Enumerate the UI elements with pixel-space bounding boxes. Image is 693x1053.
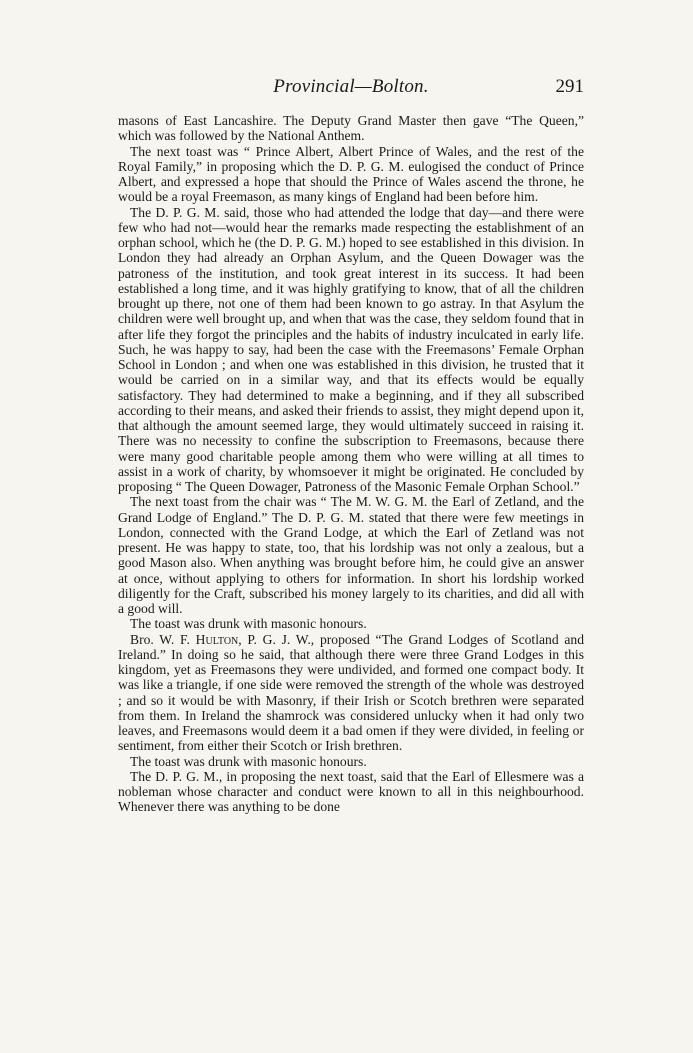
paragraph-6-text: , P. G. J. W., proposed “The Grand Lodges of Scotland and Ireland.” In doing so he said, that although there were three Grand Lodges in this kingdom, yet as Freemasons they were undivided, and formed one compact body. It was like a triangle, if one side were removed the strength of the whole was destroyed ; and so it would be with Masonry, if their Irish or Scotch brethren were separated from them. In Ireland the shamrock was considered unlucky when it had only two leaves, and Freemasons would deem it a bad omen if they were divided, in feeling or sentiment, from either their Scotch or Irish brethren. bbox=[118, 631, 584, 754]
body-text bbox=[118, 113, 584, 815]
paragraph-8: The D. P. G. M., in proposing the next toast, said that the Earl of Ellesmere was a nobleman whose character and conduct were known to all in this neighbourhood. Whenever there was anything to be done bbox=[118, 768, 584, 815]
paragraph-1: masons of East Lancashire. The Deputy Grand Master then gave “The Queen,” which was followed by the National Anthem. bbox=[118, 113, 584, 144]
paragraph-5: The toast was drunk with masonic honours. bbox=[130, 616, 367, 632]
page-header bbox=[118, 76, 584, 106]
paragraph-6-prefix: Bro. W. F. bbox=[130, 631, 196, 647]
speaker-name: Hulton bbox=[195, 631, 239, 647]
paragraph-2: The next toast was “ Prince Albert, Albert Prince of Wales, and the rest of the Royal Family,” in proposing which the D. P. G. M. eulogised the conduct of Prince Albert, and expressed a hope that should the Prince of Wales ascend the throne, he would be a royal Freemason, as many kings of England had been before him. bbox=[118, 143, 584, 205]
paragraph-7: The toast was drunk with masonic honours. bbox=[130, 753, 367, 769]
paragraph-6 bbox=[118, 632, 584, 754]
page-number: 291 bbox=[555, 76, 584, 97]
running-title: Provincial—Bolton. bbox=[273, 76, 429, 97]
paragraph-3: The D. P. G. M. said, those who had attended the lodge that day—and there were few who had not—would hear the remarks made respecting the establishment of an orphan school, which he (the D. P. G. M.) hoped to see established in this division. In London they had already an Orphan Asylum, and the Queen Dowager was the patroness of the institution, and took great interest in its success. It had been established a long time, and it was highly gratifying to know, that of all the children brought up there, not one of them had been known to go astray. In that Asylum the children were well brought up, and when that was the case, they seldom found that in after life they forgot the principles and the habits of industry inculcated in early life. Such, he was happy to say, had been the case with the Freemasons’ Female Orphan School in London ; and when one was established in this division, he trusted that it would be carried on in a similar way, and that its effects would be equally satisfactory. They had determined to make a beginning, and if they all subscribed according to their means, and asked their friends to assist, they might depend upon it, that although the amount seemed large, they would ultimately succeed in raising it. There was no necessity to confine the subscription to Freemasons, because there were many good charitable people among them who were willing at all times to assist in a work of charity, by whomsoever it might be originated. He concluded by proposing “ The Queen Dowager, Patroness of the Masonic Female Orphan School.” bbox=[118, 204, 584, 494]
paragraph-4: The next toast from the chair was “ The M. W. G. M. the Earl of Zetland, and the Grand Lodge of England.” The D. P. G. M. stated that there were few meetings in London, connected with the Grand Lodge, at which the Earl of Zetland was not present. He was happy to state, too, that his lordship was not only a zealous, but a good Mason also. When anything was brought before him, he could give an answer at once, without applying to others for information. In short his lordship worked diligently for the Craft, subscribed his money largely to its charities, and did all with a good will. bbox=[118, 494, 584, 616]
